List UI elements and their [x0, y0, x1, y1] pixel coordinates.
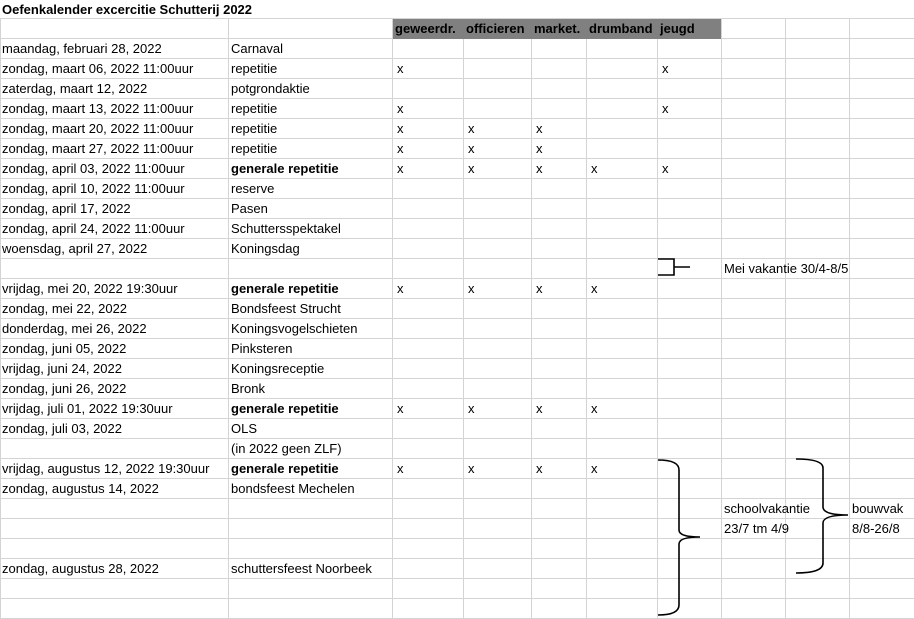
bouwvak-dates: 8/8-26/8: [852, 521, 900, 536]
row-date: zondag, augustus 14, 2022: [2, 481, 159, 496]
row-date: zondag, april 24, 2022 11:00uur: [2, 221, 185, 236]
mark-market: x: [536, 461, 543, 476]
mark-officieren: x: [468, 401, 475, 416]
row-event: schuttersfeest Noorbeek: [231, 561, 372, 576]
grid-vline: [586, 18, 587, 619]
row-date: zondag, maart 13, 2022 11:00uur: [2, 101, 194, 116]
row-event: Schuttersspektakel: [231, 221, 341, 236]
row-date: zondag, juli 03, 2022: [2, 421, 122, 436]
row-date: zondag, april 03, 2022 11:00uur: [2, 161, 185, 176]
grid-vline: [463, 18, 464, 619]
mark-drumband: x: [591, 281, 598, 296]
row-event: Pinksteren: [231, 341, 293, 356]
row-event: generale repetitie: [231, 161, 339, 176]
grid-hline: [0, 378, 914, 379]
header-jeugd: jeugd: [660, 21, 695, 36]
mark-officieren: x: [468, 461, 475, 476]
header-market: market.: [534, 21, 581, 36]
row-date: zondag, juni 05, 2022: [2, 341, 127, 356]
row-event: Bondsfeest Strucht: [231, 301, 341, 316]
row-date: donderdag, mei 26, 2022: [2, 321, 147, 336]
row-event: Koningsdag: [231, 241, 300, 256]
mark-geweerdr: x: [397, 141, 404, 156]
row-event: reserve: [231, 181, 275, 196]
grid-vline: [531, 18, 532, 619]
grid-hline: [0, 358, 914, 359]
row-event: Koningsreceptie: [231, 361, 325, 376]
row-date: vrijdag, mei 20, 2022 19:30uur: [2, 281, 178, 296]
header-geweerdr: geweerdr.: [395, 21, 456, 36]
grid-vline: [721, 18, 722, 619]
grid-vline: [849, 18, 850, 619]
row-event: repetitie: [231, 121, 278, 136]
mark-officieren: x: [468, 281, 475, 296]
row-event: generale repetitie: [231, 461, 339, 476]
row-event: bondsfeest Mechelen: [231, 481, 355, 496]
mei-vakantie-brace: [658, 259, 690, 275]
mark-officieren: x: [468, 161, 475, 176]
grid-hline: [0, 598, 914, 599]
row-date: zondag, maart 06, 2022 11:00uur: [2, 61, 194, 76]
mark-geweerdr: x: [397, 161, 404, 176]
row-event: repetitie: [231, 101, 278, 116]
row-event: repetitie: [231, 61, 278, 76]
mark-market: x: [536, 121, 543, 136]
row-date: vrijdag, augustus 12, 2022 19:30uur: [2, 461, 210, 476]
header-drumband: drumband: [589, 21, 653, 36]
schoolvakantie-label: schoolvakantie: [724, 501, 810, 516]
mark-market: x: [536, 401, 543, 416]
mark-geweerdr: x: [397, 401, 404, 416]
row-date: zondag, mei 22, 2022: [2, 301, 128, 316]
header-officieren: officieren: [466, 21, 525, 36]
row-event: repetitie: [231, 141, 278, 156]
mark-geweerdr: x: [397, 461, 404, 476]
row-event: generale repetitie: [231, 281, 339, 296]
grid-hline: [0, 438, 914, 439]
mark-market: x: [536, 161, 543, 176]
mark-officieren: x: [468, 141, 475, 156]
row-date: vrijdag, juli 01, 2022 19:30uur: [2, 401, 173, 416]
mei-vakantie-note: Mei vakantie 30/4-8/5: [724, 261, 849, 276]
row-date: zondag, augustus 28, 2022: [2, 561, 159, 576]
row-date: zondag, juni 26, 2022: [2, 381, 127, 396]
row-event: Koningsvogelschieten: [231, 321, 358, 336]
mark-market: x: [536, 281, 543, 296]
mark-market: x: [536, 141, 543, 156]
row-event: Carnaval: [231, 41, 284, 56]
mark-geweerdr: x: [397, 281, 404, 296]
bouwvak-label: bouwvak: [852, 501, 904, 516]
row-event: generale repetitie: [231, 401, 339, 416]
row-date: woensdag, april 27, 2022: [2, 241, 148, 256]
mark-geweerdr: x: [397, 121, 404, 136]
row-date: vrijdag, juni 24, 2022: [2, 361, 122, 376]
row-date: zondag, maart 20, 2022 11:00uur: [2, 121, 194, 136]
mark-drumband: x: [591, 161, 598, 176]
row-date: zaterdag, maart 12, 2022: [2, 81, 148, 96]
row-date: zondag, april 10, 2022 11:00uur: [2, 181, 185, 196]
row-date: zondag, april 17, 2022: [2, 201, 131, 216]
mark-drumband: x: [591, 461, 598, 476]
mark-geweerdr: x: [397, 101, 404, 116]
row-date: zondag, maart 27, 2022 11:00uur: [2, 141, 194, 156]
mark-officieren: x: [468, 121, 475, 136]
row-event: Pasen: [231, 201, 268, 216]
mark-jeugd: x: [662, 161, 669, 176]
mark-jeugd: x: [662, 101, 669, 116]
row-event: OLS: [231, 421, 258, 436]
mark-jeugd: x: [662, 61, 669, 76]
schoolvakantie-dates: 23/7 tm 4/9: [724, 521, 790, 536]
row-event: potgrondaktie: [231, 81, 310, 96]
row-event: Bronk: [231, 381, 265, 396]
sheet-title: Oefenkalender excercitie Schutterij 2022: [2, 2, 253, 17]
mark-geweerdr: x: [397, 61, 404, 76]
row-event: (in 2022 geen ZLF): [231, 441, 342, 456]
row-date: maandag, februari 28, 2022: [2, 41, 162, 56]
mark-drumband: x: [591, 401, 598, 416]
